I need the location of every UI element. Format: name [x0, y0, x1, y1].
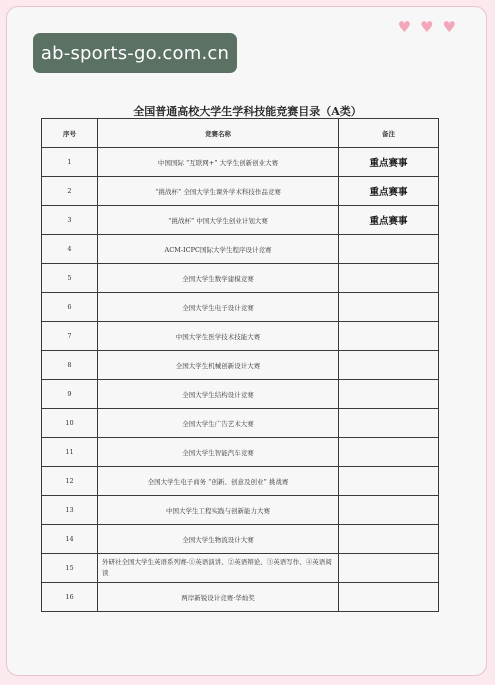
- cell-name: 全国大学生电子商务 “创新、创意及创业” 挑战赛: [98, 467, 339, 496]
- table-row: [42, 467, 439, 496]
- cell-name: 中国国际 “互联网+” 大学生创新创业大赛: [98, 148, 339, 177]
- cell-note: [339, 351, 439, 380]
- table-row: [42, 496, 439, 525]
- cell-note: [339, 583, 439, 612]
- cell-note: [339, 235, 439, 264]
- table-row: [42, 409, 439, 438]
- watermark: ab-sports-go.com.cn: [33, 33, 237, 73]
- cell-note: [339, 438, 439, 467]
- header-name: 竞赛名称: [98, 119, 339, 148]
- cell-note: [339, 409, 439, 438]
- table-row: [42, 322, 439, 351]
- cell-note: 重点赛事: [339, 177, 439, 206]
- cell-no: 15: [42, 554, 98, 583]
- table-row: [42, 525, 439, 554]
- cell-note: 重点赛事: [339, 148, 439, 177]
- heart-icon: ♥: [420, 18, 434, 36]
- cell-no: 3: [42, 206, 98, 235]
- cell-no: 4: [42, 235, 98, 264]
- table-row: [42, 206, 439, 235]
- table-row: [42, 380, 439, 409]
- cell-name: “挑战杯” 全国大学生课外学术科技作品竞赛: [98, 177, 339, 206]
- cell-no: 5: [42, 264, 98, 293]
- cell-name: 中国大学生工程实践与创新能力大赛: [98, 496, 339, 525]
- table-row: [42, 264, 439, 293]
- header-no: 序号: [42, 119, 98, 148]
- cell-no: 16: [42, 583, 98, 612]
- heart-icon: ♥: [397, 18, 412, 36]
- cell-name: 外研社全国大学生英语系列赛-①英语演讲、②英语辩论、③英语写作、④英语阅读: [98, 554, 339, 583]
- cell-note: [339, 293, 439, 322]
- cell-name: 两岸新锐设计竞赛·华灿奖: [98, 583, 339, 612]
- cell-no: 6: [42, 293, 98, 322]
- competition-table: [41, 118, 439, 612]
- header-note: 备注: [339, 119, 439, 148]
- table-row: [42, 293, 439, 322]
- cell-no: 14: [42, 525, 98, 554]
- heart-decoration: [398, 20, 456, 35]
- cell-no: 11: [42, 438, 98, 467]
- heart-icon: ♥: [442, 18, 456, 36]
- cell-no: 7: [42, 322, 98, 351]
- cell-no: 2: [42, 177, 98, 206]
- cell-name: 全国大学生物流设计大赛: [98, 525, 339, 554]
- table-header-row: [42, 119, 439, 148]
- cell-name: “挑战杯” 中国大学生创业计划大赛: [98, 206, 339, 235]
- cell-note: [339, 322, 439, 351]
- cell-name: 中国大学生医学技术技能大赛: [98, 322, 339, 351]
- cell-note: 重点赛事: [339, 206, 439, 235]
- cell-name: 全国大学生数学建模竞赛: [98, 264, 339, 293]
- table-row: [42, 177, 439, 206]
- cell-name: 全国大学生结构设计竞赛: [98, 380, 339, 409]
- table-row: [42, 554, 439, 583]
- cell-no: 1: [42, 148, 98, 177]
- cell-no: 9: [42, 380, 98, 409]
- cell-no: 12: [42, 467, 98, 496]
- cell-note: [339, 264, 439, 293]
- table-row: [42, 583, 439, 612]
- cell-name: 全国大学生智能汽车竞赛: [98, 438, 339, 467]
- cell-no: 8: [42, 351, 98, 380]
- cell-name: 全国大学生广告艺术大赛: [98, 409, 339, 438]
- document-title: 全国普通高校大学生学科技能竞赛目录（A类）: [133, 105, 362, 118]
- cell-no: 10: [42, 409, 98, 438]
- cell-name: 全国大学生机械创新设计大赛: [98, 351, 339, 380]
- cell-name: 全国大学生电子设计竞赛: [98, 293, 339, 322]
- cell-note: [339, 525, 439, 554]
- table-row: [42, 148, 439, 177]
- table-row: [42, 235, 439, 264]
- cell-name: ACM-ICPC国际大学生程序设计竞赛: [98, 235, 339, 264]
- cell-note: [339, 467, 439, 496]
- cell-note: [339, 380, 439, 409]
- table-row: [42, 438, 439, 467]
- cell-note: [339, 496, 439, 525]
- cell-no: 13: [42, 496, 98, 525]
- table-row: [42, 351, 439, 380]
- cell-note: [339, 554, 439, 583]
